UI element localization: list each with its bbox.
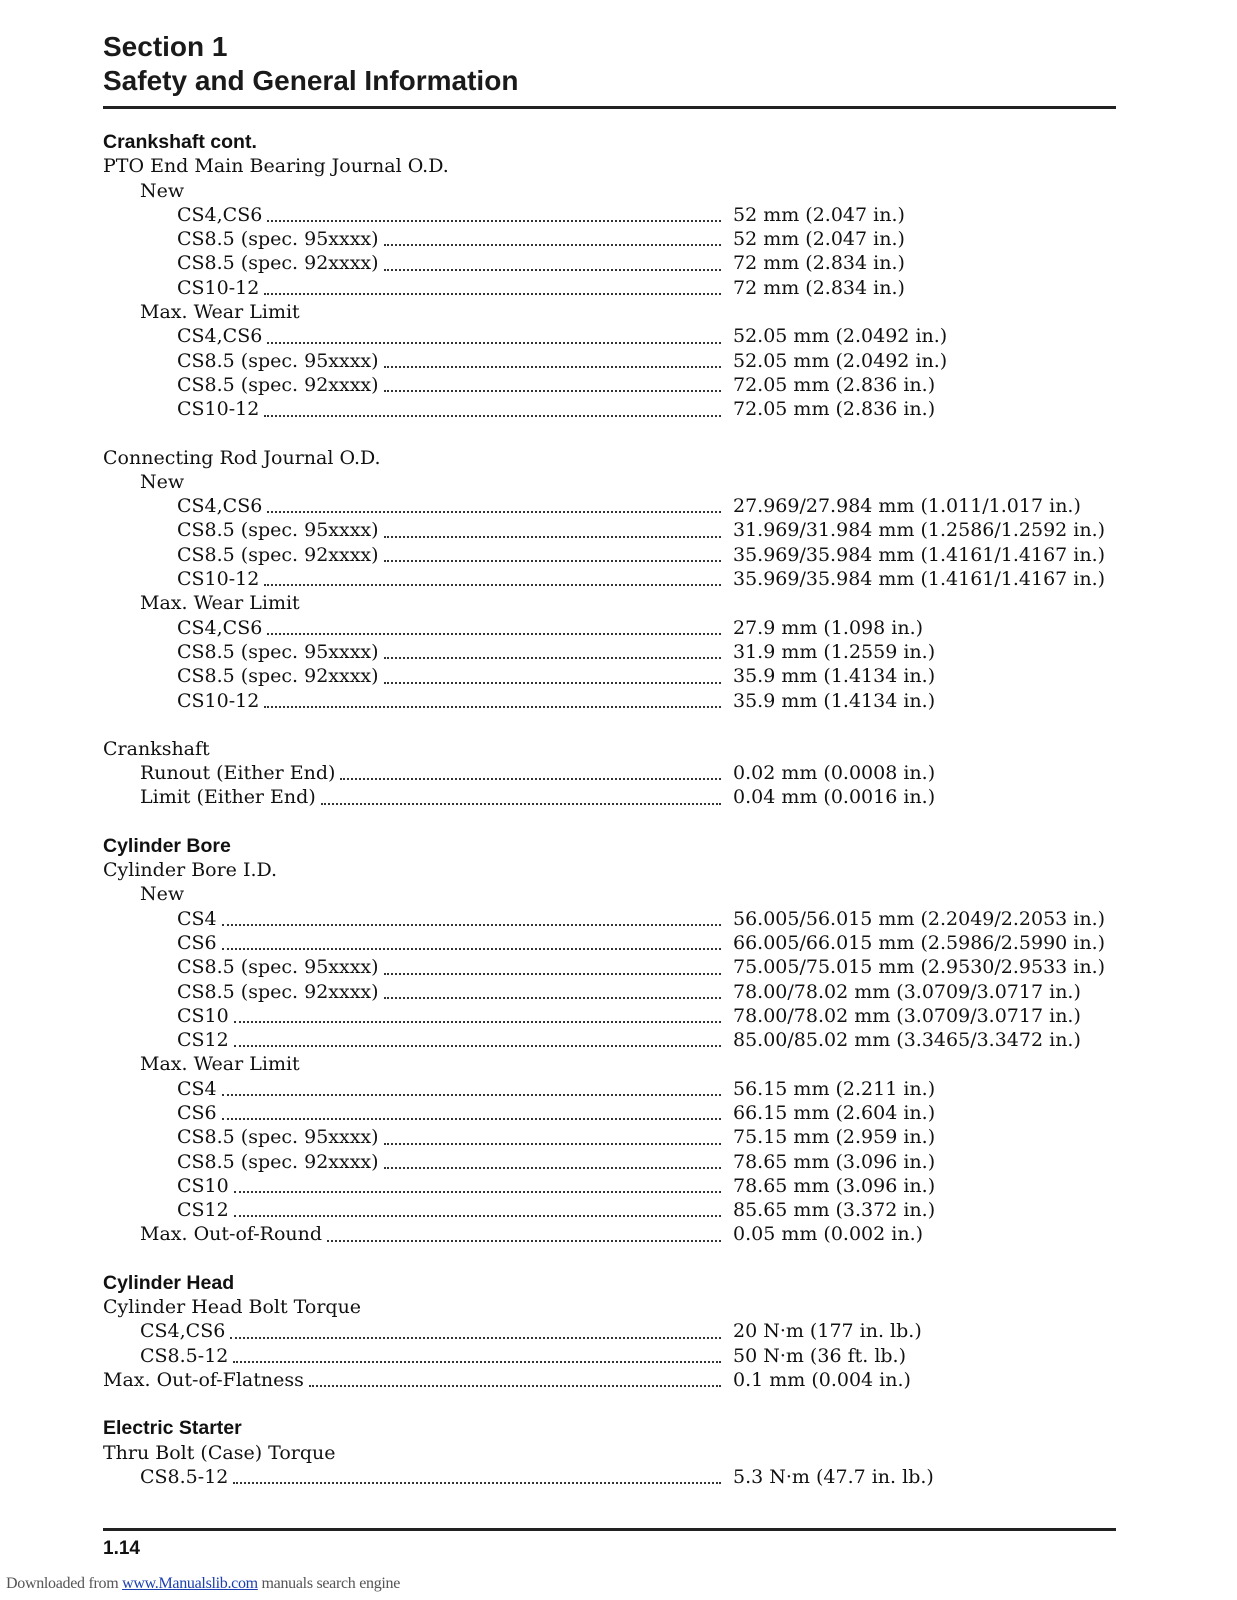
spec-value: 5.3 N·m (47.7 in. lb.) <box>733 1465 934 1488</box>
spec-value: 78.00/78.02 mm (3.0709/3.0717 in.) <box>733 1004 1081 1027</box>
row-spacer <box>103 1392 1116 1416</box>
spec-label: CS4 <box>177 1077 217 1100</box>
dot-leader <box>384 373 721 397</box>
spec-row <box>103 931 1116 955</box>
spec-label: CS8.5 (spec. 95xxxx) <box>177 349 379 372</box>
section-number: Section 1 <box>103 31 228 62</box>
spec-label: CS10-12 <box>177 568 260 591</box>
row-spacer <box>103 713 1116 737</box>
downloaded-from-text: Downloaded from <box>6 1575 123 1592</box>
dot-leader <box>222 931 721 955</box>
spec-row <box>103 567 1116 591</box>
spec-value: 75.005/75.015 mm (2.9530/2.9533 in.) <box>733 956 1106 979</box>
spec-label: Max. Out-of-Flatness <box>103 1368 304 1391</box>
spec-value: 27.9 mm (1.098 in.) <box>733 616 924 639</box>
spec-label: CS10 <box>177 1004 229 1027</box>
spec-row <box>103 1368 1116 1392</box>
spec-row <box>103 276 1116 300</box>
spec-row <box>103 251 1116 275</box>
spec-label: CS6 <box>177 1101 217 1124</box>
spec-value: 31.9 mm (1.2559 in.) <box>733 640 936 663</box>
dot-leader <box>384 227 721 251</box>
spec-value: 85.00/85.02 mm (3.3465/3.3472 in.) <box>733 1029 1081 1052</box>
spec-value: 85.65 mm (3.372 in.) <box>733 1199 936 1222</box>
spec-row <box>103 1319 1116 1343</box>
dot-leader <box>222 907 721 931</box>
spec-value: 50 N·m (36 ft. lb.) <box>733 1344 907 1367</box>
dot-leader <box>384 980 721 1004</box>
spec-group-label <box>103 882 1116 906</box>
spec-value: 0.1 mm (0.004 in.) <box>733 1368 911 1391</box>
spec-value: 31.969/31.984 mm (1.2586/1.2592 in.) <box>733 519 1106 542</box>
spec-list <box>103 130 1116 1489</box>
dot-leader <box>384 640 721 664</box>
section-heading: Cylinder Head <box>103 1271 235 1294</box>
spec-group-label <box>103 1052 1116 1076</box>
download-footer <box>6 1575 400 1593</box>
spec-value: 35.969/35.984 mm (1.4161/1.4167 in.) <box>733 543 1106 566</box>
spec-group-label <box>103 300 1116 324</box>
spec-group-label <box>103 1441 1116 1465</box>
spec-label: New <box>140 883 185 906</box>
dot-leader <box>264 689 721 713</box>
spec-row <box>103 203 1116 227</box>
spec-group-label <box>103 858 1116 882</box>
spec-value: 35.969/35.984 mm (1.4161/1.4167 in.) <box>733 568 1106 591</box>
dot-leader <box>264 567 721 591</box>
spec-row <box>103 349 1116 373</box>
spec-label: Runout (Either End) <box>140 762 336 785</box>
spec-row <box>103 980 1116 1004</box>
spec-value: 72 mm (2.834 in.) <box>733 276 905 299</box>
spec-label: CS8.5 (spec. 92xxxx) <box>177 252 379 275</box>
spec-label: CS8.5 (spec. 92xxxx) <box>177 1150 379 1173</box>
dot-leader <box>234 1198 721 1222</box>
spec-row <box>103 1222 1116 1246</box>
spec-label: PTO End Main Bearing Journal O.D. <box>103 155 449 178</box>
dot-leader <box>340 761 721 785</box>
spec-value: 75.15 mm (2.959 in.) <box>733 1126 936 1149</box>
spec-value: 35.9 mm (1.4134 in.) <box>733 689 936 712</box>
dot-leader <box>384 518 721 542</box>
spec-row <box>103 324 1116 348</box>
dot-leader <box>264 276 721 300</box>
section-heading: Crankshaft cont. <box>103 131 257 153</box>
spec-label: Max. Wear Limit <box>140 301 300 324</box>
spec-value: 52 mm (2.047 in.) <box>733 228 905 251</box>
spec-row <box>103 1174 1116 1198</box>
spec-row <box>103 494 1116 518</box>
spec-value: 72.05 mm (2.836 in.) <box>733 398 936 421</box>
spec-value: 78.65 mm (3.096 in.) <box>733 1150 936 1173</box>
dot-leader <box>327 1222 721 1246</box>
section-heading: Electric Starter <box>103 1417 242 1440</box>
spec-row <box>103 1150 1116 1174</box>
spec-label: Cylinder Bore I.D. <box>103 859 278 882</box>
spec-row <box>103 543 1116 567</box>
dot-leader <box>234 1004 721 1028</box>
dot-leader <box>384 664 721 688</box>
row-spacer <box>103 1247 1116 1271</box>
spec-label: CS4,CS6 <box>177 495 263 518</box>
spec-label: CS10-12 <box>177 398 260 421</box>
spec-value: 56.005/56.015 mm (2.2049/2.2053 in.) <box>733 907 1106 930</box>
spec-value: 20 N·m (177 in. lb.) <box>733 1320 922 1343</box>
dot-leader <box>222 1077 721 1101</box>
dot-leader <box>384 349 721 373</box>
spec-group-label <box>103 591 1116 615</box>
spec-label: New <box>140 470 185 493</box>
spec-label: Max. Out-of-Round <box>140 1223 323 1246</box>
dot-leader <box>267 494 721 518</box>
spec-value: 27.969/27.984 mm (1.011/1.017 in.) <box>733 495 1081 518</box>
page-header <box>103 30 1116 98</box>
spec-row <box>103 640 1116 664</box>
spec-label: CS8.5 (spec. 95xxxx) <box>177 956 379 979</box>
spec-row <box>103 955 1116 979</box>
dot-leader <box>233 1465 721 1489</box>
spec-label: CS10-12 <box>177 276 260 299</box>
spec-value: 66.005/66.015 mm (2.5986/2.5990 in.) <box>733 931 1106 954</box>
dot-leader <box>267 324 721 348</box>
spec-label: New <box>140 179 185 202</box>
spec-label: Limit (Either End) <box>140 786 316 809</box>
spec-label: Max. Wear Limit <box>140 592 300 615</box>
spec-label: Thru Bolt (Case) Torque <box>103 1441 336 1464</box>
spec-label: CS4,CS6 <box>177 203 263 226</box>
spec-group-label <box>103 154 1116 178</box>
footer-rule <box>103 1528 1116 1531</box>
spec-label: Cylinder Head Bolt Torque <box>103 1296 362 1319</box>
spec-label: CS8.5 (spec. 92xxxx) <box>177 373 379 396</box>
dot-leader <box>233 1344 721 1368</box>
spec-label: CS8.5 (spec. 92xxxx) <box>177 980 379 1003</box>
spec-label: CS8.5 (spec. 92xxxx) <box>177 665 379 688</box>
spec-label: CS10 <box>177 1174 229 1197</box>
spec-row <box>103 373 1116 397</box>
spec-row <box>103 761 1116 785</box>
spec-value: 72.05 mm (2.836 in.) <box>733 373 936 396</box>
dot-leader <box>222 1101 721 1125</box>
dot-leader <box>267 616 721 640</box>
page-number: 1.14 <box>103 1538 140 1559</box>
spec-row <box>103 1028 1116 1052</box>
spec-row <box>103 227 1116 251</box>
spec-row <box>103 616 1116 640</box>
spec-label: CS8.5 (spec. 92xxxx) <box>177 543 379 566</box>
dot-leader <box>264 397 721 421</box>
dot-leader <box>230 1319 721 1343</box>
dot-leader <box>309 1368 721 1392</box>
spec-value: 56.15 mm (2.211 in.) <box>733 1077 936 1100</box>
dot-leader <box>384 251 721 275</box>
spec-label: CS8.5 (spec. 95xxxx) <box>177 519 379 542</box>
spec-row <box>103 1004 1116 1028</box>
spec-row <box>103 664 1116 688</box>
dot-leader <box>267 203 721 227</box>
spec-row <box>103 518 1116 542</box>
spec-label: CS4,CS6 <box>140 1320 226 1343</box>
section-heading: Cylinder Bore <box>103 834 231 857</box>
spec-row <box>103 689 1116 713</box>
dot-leader <box>321 785 721 809</box>
spec-value: 0.02 mm (0.0008 in.) <box>733 762 936 785</box>
spec-group-label <box>103 470 1116 494</box>
spec-label: Max. Wear Limit <box>140 1053 300 1076</box>
spec-label: CS8.5 (spec. 95xxxx) <box>177 228 379 251</box>
spec-row <box>103 1465 1116 1489</box>
header-rule <box>103 106 1116 109</box>
section-title: Safety and General Information <box>103 65 519 96</box>
dot-leader <box>234 1028 721 1052</box>
spec-label: CS12 <box>177 1029 229 1052</box>
dot-leader <box>384 543 721 567</box>
spec-row <box>103 785 1116 809</box>
spec-label: CS6 <box>177 931 217 954</box>
spec-group-label <box>103 446 1116 470</box>
spec-value: 52 mm (2.047 in.) <box>733 203 905 226</box>
spec-row <box>103 1077 1116 1101</box>
spec-row <box>103 1125 1116 1149</box>
row-spacer <box>103 422 1116 446</box>
spec-label: CS4,CS6 <box>177 325 263 348</box>
spec-label: CS8.5-12 <box>140 1344 229 1367</box>
spec-row <box>103 1101 1116 1125</box>
spec-value: 35.9 mm (1.4134 in.) <box>733 665 936 688</box>
spec-group-label <box>103 179 1116 203</box>
manualslib-link[interactable]: www.Manualslib.com <box>122 1575 258 1592</box>
spec-value: 0.04 mm (0.0016 in.) <box>733 786 936 809</box>
row-spacer <box>103 810 1116 834</box>
spec-row <box>103 1198 1116 1222</box>
spec-value: 78.65 mm (3.096 in.) <box>733 1174 936 1197</box>
spec-label: CS8.5 (spec. 95xxxx) <box>177 1126 379 1149</box>
dot-leader <box>384 1150 721 1174</box>
spec-row <box>103 1344 1116 1368</box>
dot-leader <box>384 955 721 979</box>
dot-leader <box>384 1125 721 1149</box>
spec-label: CS12 <box>177 1199 229 1222</box>
spec-value: 52.05 mm (2.0492 in.) <box>733 349 948 372</box>
spec-value: 52.05 mm (2.0492 in.) <box>733 325 948 348</box>
spec-value: 78.00/78.02 mm (3.0709/3.0717 in.) <box>733 980 1081 1003</box>
spec-label: Crankshaft <box>103 737 210 760</box>
spec-label: Connecting Rod Journal O.D. <box>103 446 381 469</box>
spec-value: 72 mm (2.834 in.) <box>733 252 905 275</box>
spec-group-label <box>103 737 1116 761</box>
spec-row <box>103 907 1116 931</box>
spec-value: 0.05 mm (0.002 in.) <box>733 1223 924 1246</box>
spec-label: CS8.5 (spec. 95xxxx) <box>177 640 379 663</box>
spec-label: CS4 <box>177 907 217 930</box>
spec-value: 66.15 mm (2.604 in.) <box>733 1101 936 1124</box>
spec-row <box>103 397 1116 421</box>
spec-group-label <box>103 1295 1116 1319</box>
spec-label: CS4,CS6 <box>177 616 263 639</box>
spec-label: CS8.5-12 <box>140 1465 229 1488</box>
dot-leader <box>234 1174 721 1198</box>
spec-label: CS10-12 <box>177 689 260 712</box>
footer-tagline: manuals search engine <box>257 1575 401 1592</box>
